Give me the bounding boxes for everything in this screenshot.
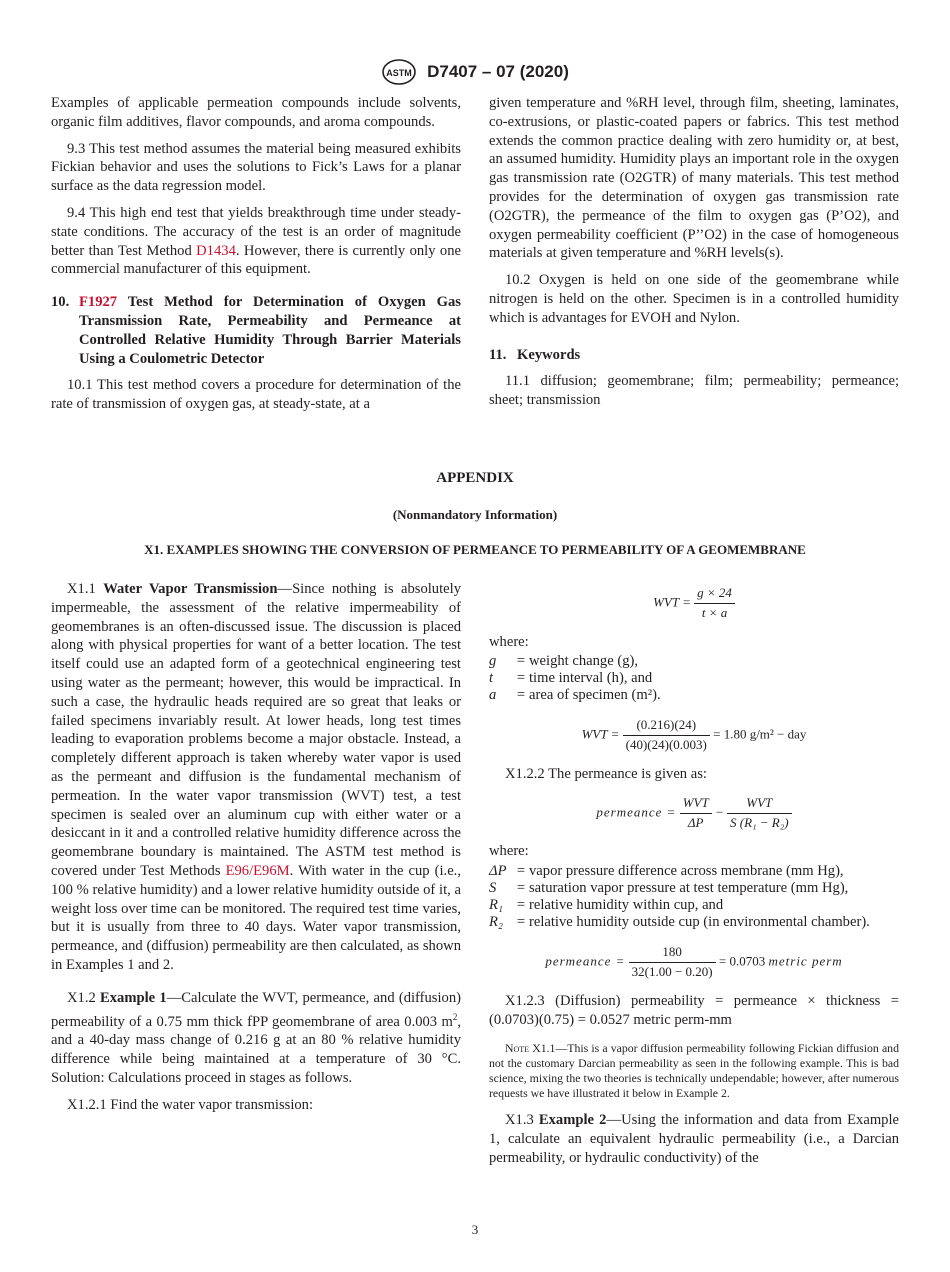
eq4-fraction <box>629 943 716 982</box>
def-text: time interval (h), and <box>529 670 653 687</box>
x1-3-text: —Using the information and data from Example 1, calculate an equivalent hydraulic permeability (i.e., a Darcian permeability, or hydraulic conductivity) of the <box>489 1112 899 1166</box>
def-equals: = <box>516 863 526 880</box>
definition-row <box>489 880 899 897</box>
x1-1-text-a: —Since nothing is absolutely impermeable, the assessment of the relative impermeability of geomembranes is an often-discussed issue. The discussion is placed along with physical properties for want of a better location. The test itself could use an adapted form of a geotechnical engineering test using water as the permeant; however, this would be impractical. In such a case, the hydraulic heads required are so great that leaks or failed specimens invariably result. At lower heads, long test times leading to evaporation problems become a major obstacle. Instead, a completely different approach is taken whereby water vapor is used as the permeant and diffusion is the fundamental mechanism of permeation. In the water vapor transmission (WVT) test, a test specimen is sealed over an aluminum cup with either water or a desiccant in it and a controlled relative humidity difference across the geomembrane boundary is maintained. The ASTM test method is covered under Test Methods <box>51 581 461 879</box>
document-designation: D7407 – 07 (2020) <box>427 62 569 81</box>
def-equals: = <box>516 670 526 687</box>
eq4-unit: metric perm <box>768 953 843 969</box>
paragraph-x1-1 <box>51 580 461 975</box>
link-e96[interactable]: E96/E96M <box>225 862 290 879</box>
definition-row <box>489 670 899 687</box>
paragraph-x1-2-3: X1.2.3 (Diffusion) permeability = permeance × thickness = (0.0703)(0.75) = 0.0527 metric perm-mm <box>489 992 899 1028</box>
eq3-numerator-2: WVT <box>727 794 792 814</box>
note-text: —This is a vapor diffusion permeability following Fickian diffusion and not the customary Darcian permeability as seen in the following example. This is bad science, mixing the two theories is technically undependable; however, after numerous requests we have illustrated it below in Example 2. <box>489 1041 899 1101</box>
def-text: saturation vapor pressure at test temperature (mm Hg), <box>529 880 849 897</box>
definition-row <box>489 897 899 914</box>
eq3-fraction-2 <box>727 794 792 833</box>
def-equals: = <box>516 687 526 704</box>
x1-1-heading: Water Vapor Transmission <box>103 581 278 597</box>
astm-logo-icon <box>381 58 417 86</box>
section-11-heading <box>489 346 899 365</box>
def-equals: = <box>516 653 526 670</box>
page-number: 3 <box>471 1222 479 1237</box>
eq3-operator: − <box>714 804 724 820</box>
paragraph-x1-2 <box>51 989 461 1088</box>
paragraph-9-4-text-a: 9.4 This high end test that yields breakthrough time under steady-state conditions. The accuracy of the test is an order of magnitude better than Test Method <box>51 204 461 259</box>
equation-wvt-value <box>489 716 899 755</box>
definition-row <box>489 914 899 931</box>
eq3-lhs: permeance = <box>596 804 677 820</box>
x1-3-heading: Example 2 <box>538 1112 607 1129</box>
paragraph-compounds: Examples of applicable permeation compounds include solvents, organic film additives, flavor compounds, and aroma compounds. <box>51 95 461 130</box>
paragraph-10-1: 10.1 This test method covers a procedure for determination of the rate of transmission of oxygen gas, at steady-state, at a <box>51 377 461 413</box>
definition-row <box>489 653 899 670</box>
def-symbol: R₂ <box>489 914 503 931</box>
link-d1434[interactable]: D1434 <box>196 242 236 259</box>
eq2-rhs: = 1.80 g/m² − day <box>713 726 807 742</box>
x1-2-text-b: , and a 40-day mass change of 0.216 g at an 80 % relative humidity difference while being maintained at a temperature of 30 °C. Solution: Calculations proceed in stages as follows. <box>51 1013 461 1086</box>
x1-3-number: X1.3 <box>505 1112 539 1129</box>
def-symbol: ΔP <box>489 863 507 880</box>
def-equals: = <box>516 914 526 931</box>
eq3-denominator-1: ΔP <box>687 814 704 830</box>
where-label-2: where: <box>489 843 529 860</box>
page-header <box>0 58 950 80</box>
def-symbol: t <box>489 670 494 687</box>
eq2-fraction <box>623 716 710 755</box>
eq1-lhs: WVT = <box>653 594 691 610</box>
left-column-bottom <box>51 580 461 1122</box>
eq4-numerator: 180 <box>629 943 716 963</box>
x1-2-heading: Example 1 <box>100 989 167 1006</box>
section-10-number: 10. <box>51 294 70 311</box>
eq2-lhs: WVT = <box>581 726 620 742</box>
def-symbol: g <box>489 653 497 670</box>
right-column-bottom <box>489 584 899 1176</box>
logo-text: ASTM <box>386 68 412 78</box>
paragraph-x1-2-1: X1.2.1 Find the water vapor transmission: <box>67 1096 314 1113</box>
x1-2-superscript: 2 <box>452 1011 458 1022</box>
eq3-fraction-1 <box>680 794 712 833</box>
appendix-x1-title: X1. EXAMPLES SHOWING THE CONVERSION OF PERMEANCE TO PERMEABILITY OF A GEOMEMBRANE <box>144 542 806 557</box>
paragraph-10-2: 10.2 Oxygen is held on one side of the geomembrane while nitrogen is held on the other. Specimen is in a controlled humidity which is advantages for EVOH and Nylon. <box>489 272 899 326</box>
paragraph-x1-3 <box>489 1111 899 1167</box>
appendix-title: APPENDIX <box>436 470 514 486</box>
eq4-denominator: 32(1.00 − 0.20) <box>631 963 713 979</box>
eq1-numerator: g × 24 <box>694 584 735 604</box>
paragraph-9-4-text-b: . However, there is currently only one commercial manufacturer of this equipment. <box>51 242 461 278</box>
def-text: vapor pressure difference across membrane (mm Hg), <box>529 863 844 880</box>
definition-row <box>489 863 899 880</box>
equation-wvt <box>489 584 899 623</box>
equation-permeance <box>489 794 899 833</box>
def-equals: = <box>516 897 526 914</box>
eq2-numerator: (0.216)(24) <box>623 716 710 736</box>
eq3-denominator-2: S (R₁ − R₂) <box>729 814 789 830</box>
x1-1-text-b: . With water in the cup (i.e., 100 % relative humidity) and a lower relative humidity outside of it, a weight loss over time can be monitored. The required test time varies, but it is usually from three to 40 days. Water vapor transmission, permeance, and (diffusion) permeability are then calculated, as shown in Examples 1 and 2. <box>51 862 461 973</box>
eq1-fraction <box>694 584 735 623</box>
paragraph-x1-2-2: X1.2.2 The permeance is given as: <box>505 765 707 782</box>
appendix-subtitle: (Nonmandatory Information) <box>392 507 558 522</box>
def-equals: = <box>516 880 526 897</box>
def-symbol: R₁ <box>489 897 503 914</box>
section-11-number: 11. <box>489 346 507 363</box>
paragraph-10-1-continued: given temperature and %RH level, through film, sheeting, laminates, co-extrusions, or plastic-coated papers or fabrics. This test method extends the common practice dealing with zero humidity or, at best, an assumed humidity. Humidity plays an important role in the oxygen gas transmission rate (O2GTR) of many materials. This test method provides for the determination of oxygen gas transmission rate (O2GTR), the permeance of the film to oxygen gas (P’O2), and oxygen permeability coefficient (P’’O2) in the case of homogeneous materials at given temperature and %RH levels(s). <box>489 95 899 262</box>
def-symbol: S <box>489 880 497 897</box>
where-label-1: where: <box>489 633 529 650</box>
eq1-denominator: t × a <box>701 604 728 620</box>
definition-list-2 <box>489 863 899 931</box>
definition-list-1 <box>489 653 899 704</box>
x1-1-number: X1.1 <box>67 581 104 597</box>
def-text: relative humidity within cup, and <box>529 897 724 914</box>
note-label: Note X1.1 <box>505 1041 556 1056</box>
def-text: area of specimen (m²). <box>529 687 661 704</box>
note-x1-1 <box>489 1041 899 1101</box>
paragraph-11-1: 11.1 diffusion; geomembrane; film; permeability; permeance; sheet; transmission <box>489 373 899 409</box>
def-text: weight change (g), <box>529 653 639 670</box>
paragraph-9-4 <box>51 204 461 279</box>
right-column-top <box>489 94 899 418</box>
eq4-lhs: permeance = <box>545 953 626 969</box>
link-f1927[interactable]: F1927 <box>79 294 118 311</box>
section-10-heading <box>51 293 461 368</box>
left-column-top <box>51 94 461 422</box>
eq3-numerator-1: WVT <box>680 794 712 814</box>
x1-2-text-a: —Calculate the WVT, permeance, and (diffusion) permeability of a 0.75 mm thick fPP geomembrane of area 0.003 m <box>51 989 461 1030</box>
definition-row <box>489 687 899 704</box>
eq2-denominator: (40)(24)(0.003) <box>625 737 707 753</box>
paragraph-9-3: 9.3 This test method assumes the material being measured exhibits Fickian behavior and uses the solutions to Fick’s Laws for a planar surface as the data regression model. <box>51 140 461 195</box>
section-11-title: Keywords <box>517 346 581 363</box>
equation-permeance-value <box>489 943 899 982</box>
def-text: relative humidity outside cup (in environmental chamber). <box>529 914 870 931</box>
eq4-rhs: = 0.0703 <box>718 953 766 969</box>
x1-2-number: X1.2 <box>67 989 101 1006</box>
section-10-title: Test Method for Determination of Oxygen Gas Transmission Rate, Permeability and Permeance at Controlled Relative Humidity Through Barrier Materials Using a Coulometric Detector <box>79 294 461 367</box>
def-symbol: a <box>489 687 497 704</box>
